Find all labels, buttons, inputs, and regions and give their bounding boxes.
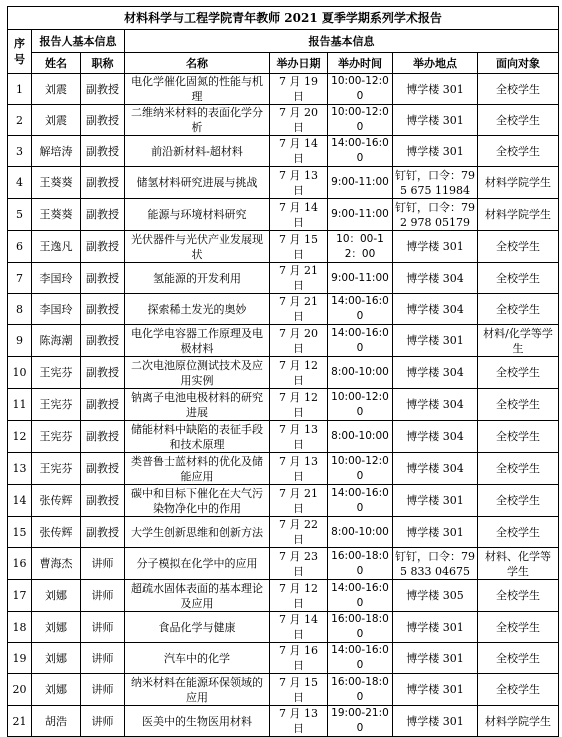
cell-topic: 食品化学与健康 <box>125 612 270 643</box>
header-date: 举办日期 <box>270 53 328 74</box>
cell-place: 博学楼 301 <box>393 517 478 548</box>
cell-seq: 11 <box>8 389 32 421</box>
cell-topic: 分子模拟在化学中的应用 <box>125 548 270 580</box>
cell-name: 王逸凡 <box>32 231 81 263</box>
cell-place: 钉钉，口令：795 675 11984 <box>393 167 478 199</box>
cell-rank: 讲师 <box>81 643 125 674</box>
cell-time: 10:00-12:00 <box>328 453 393 485</box>
cell-date: 7 月 14 日 <box>270 612 328 643</box>
cell-date: 7 月 13 日 <box>270 453 328 485</box>
cell-place: 博学楼 304 <box>393 357 478 389</box>
table-row <box>8 199 559 231</box>
cell-date: 7 月 13 日 <box>270 167 328 199</box>
cell-time: 8:00-10:00 <box>328 357 393 389</box>
cell-audience: 全校学生 <box>478 517 559 548</box>
cell-rank: 副教授 <box>81 485 125 517</box>
cell-audience: 材料学院学生 <box>478 199 559 231</box>
table-row <box>8 706 559 737</box>
cell-topic: 储能材料中缺陷的表征手段和技术原理 <box>125 421 270 453</box>
cell-audience: 材料学院学生 <box>478 167 559 199</box>
cell-rank: 讲师 <box>81 674 125 706</box>
cell-audience: 全校学生 <box>478 389 559 421</box>
cell-rank: 副教授 <box>81 105 125 136</box>
cell-seq: 21 <box>8 706 32 737</box>
cell-rank: 副教授 <box>81 325 125 357</box>
cell-date: 7 月 21 日 <box>270 263 328 294</box>
cell-time: 9:00-11:00 <box>328 167 393 199</box>
cell-name: 刘震 <box>32 74 81 105</box>
cell-time: 14:00-16:00 <box>328 580 393 612</box>
cell-seq: 7 <box>8 263 32 294</box>
cell-place: 博学楼 301 <box>393 325 478 357</box>
cell-topic: 光伏器件与光伏产业发展现状 <box>125 231 270 263</box>
header-name: 姓名 <box>32 53 81 74</box>
cell-rank: 副教授 <box>81 74 125 105</box>
cell-name: 刘娜 <box>32 580 81 612</box>
table-row <box>8 548 559 580</box>
cell-name: 刘娜 <box>32 674 81 706</box>
table-row <box>8 74 559 105</box>
cell-date: 7 月 14 日 <box>270 136 328 167</box>
cell-seq: 14 <box>8 485 32 517</box>
cell-topic: 探索稀土发光的奥妙 <box>125 294 270 325</box>
cell-name: 李国玲 <box>32 294 81 325</box>
cell-seq: 13 <box>8 453 32 485</box>
cell-rank: 副教授 <box>81 294 125 325</box>
cell-date: 7 月 13 日 <box>270 421 328 453</box>
cell-place: 钉钉，口令：792 978 05179 <box>393 199 478 231</box>
cell-rank: 讲师 <box>81 580 125 612</box>
cell-place: 博学楼 301 <box>393 674 478 706</box>
cell-topic: 氢能源的开发利用 <box>125 263 270 294</box>
cell-place: 博学楼 301 <box>393 105 478 136</box>
cell-rank: 讲师 <box>81 548 125 580</box>
cell-topic: 类普鲁士蓝材料的优化及储能应用 <box>125 453 270 485</box>
table-row <box>8 612 559 643</box>
cell-time: 10：00-12：00 <box>328 231 393 263</box>
cell-time: 14:00-16:00 <box>328 294 393 325</box>
cell-date: 7 月 12 日 <box>270 357 328 389</box>
cell-date: 7 月 14 日 <box>270 199 328 231</box>
cell-audience: 材料、化学等学生 <box>478 548 559 580</box>
cell-seq: 9 <box>8 325 32 357</box>
cell-name: 李国玲 <box>32 263 81 294</box>
cell-place: 博学楼 305 <box>393 580 478 612</box>
cell-date: 7 月 22 日 <box>270 517 328 548</box>
cell-date: 7 月 19 日 <box>270 74 328 105</box>
cell-seq: 3 <box>8 136 32 167</box>
cell-seq: 17 <box>8 580 32 612</box>
cell-place: 钉钉，口令：795 833 04675 <box>393 548 478 580</box>
cell-topic: 能源与环境材料研究 <box>125 199 270 231</box>
cell-audience: 全校学生 <box>478 643 559 674</box>
cell-time: 10:00-12:00 <box>328 105 393 136</box>
cell-seq: 10 <box>8 357 32 389</box>
table-row <box>8 643 559 674</box>
cell-seq: 1 <box>8 74 32 105</box>
cell-time: 16:00-18:00 <box>328 674 393 706</box>
cell-name: 胡浩 <box>32 706 81 737</box>
cell-place: 博学楼 304 <box>393 389 478 421</box>
cell-audience: 全校学生 <box>478 105 559 136</box>
cell-rank: 讲师 <box>81 612 125 643</box>
cell-place: 博学楼 301 <box>393 706 478 737</box>
cell-date: 7 月 12 日 <box>270 580 328 612</box>
cell-topic: 医美中的生物医用材料 <box>125 706 270 737</box>
cell-date: 7 月 21 日 <box>270 294 328 325</box>
cell-topic: 汽车中的化学 <box>125 643 270 674</box>
cell-place: 博学楼 301 <box>393 136 478 167</box>
cell-audience: 全校学生 <box>478 453 559 485</box>
header-topic: 名称 <box>125 53 270 74</box>
cell-seq: 20 <box>8 674 32 706</box>
header-reporter-group: 报告人基本信息 <box>32 30 125 53</box>
table-row <box>8 674 559 706</box>
table-row <box>8 294 559 325</box>
cell-seq: 15 <box>8 517 32 548</box>
cell-seq: 12 <box>8 421 32 453</box>
cell-rank: 副教授 <box>81 167 125 199</box>
cell-seq: 19 <box>8 643 32 674</box>
cell-time: 10:00-12:00 <box>328 389 393 421</box>
cell-topic: 超疏水固体表面的基本理论及应用 <box>125 580 270 612</box>
cell-time: 16:00-18:00 <box>328 612 393 643</box>
report-table <box>7 6 559 737</box>
cell-topic: 电化学催化固氮的性能与机理 <box>125 74 270 105</box>
table-row <box>8 453 559 485</box>
cell-time: 8:00-10:00 <box>328 517 393 548</box>
table-row <box>8 580 559 612</box>
cell-place: 博学楼 304 <box>393 453 478 485</box>
cell-time: 16:00-18:00 <box>328 548 393 580</box>
cell-place: 博学楼 304 <box>393 421 478 453</box>
cell-time: 9:00-11:00 <box>328 263 393 294</box>
table-title: 材料科学与工程学院青年教师 2021 夏季学期系列学术报告 <box>8 7 559 30</box>
cell-audience: 全校学生 <box>478 485 559 517</box>
cell-seq: 16 <box>8 548 32 580</box>
cell-topic: 钠离子电池电极材料的研究进展 <box>125 389 270 421</box>
cell-place: 博学楼 301 <box>393 612 478 643</box>
table-row <box>8 389 559 421</box>
table-row <box>8 485 559 517</box>
cell-date: 7 月 12 日 <box>270 389 328 421</box>
cell-time: 10:00-12:00 <box>328 74 393 105</box>
cell-time: 9:00-11:00 <box>328 199 393 231</box>
cell-seq: 2 <box>8 105 32 136</box>
cell-time: 14:00-16:00 <box>328 643 393 674</box>
cell-place: 博学楼 304 <box>393 294 478 325</box>
cell-topic: 纳米材料在能源环保领域的应用 <box>125 674 270 706</box>
cell-date: 7 月 21 日 <box>270 485 328 517</box>
cell-date: 7 月 15 日 <box>270 674 328 706</box>
cell-name: 王宪芬 <box>32 357 81 389</box>
cell-name: 王葵葵 <box>32 199 81 231</box>
cell-name: 陈海潮 <box>32 325 81 357</box>
cell-audience: 全校学生 <box>478 612 559 643</box>
header-report-group: 报告基本信息 <box>125 30 559 53</box>
table-row <box>8 325 559 357</box>
cell-rank: 讲师 <box>81 706 125 737</box>
header-audience: 面向对象 <box>478 53 559 74</box>
table-row <box>8 167 559 199</box>
cell-time: 14:00-16:00 <box>328 136 393 167</box>
table-row <box>8 263 559 294</box>
cell-time: 14:00-16:00 <box>328 325 393 357</box>
table-row <box>8 231 559 263</box>
cell-audience: 材料学院学生 <box>478 706 559 737</box>
cell-time: 8:00-10:00 <box>328 421 393 453</box>
cell-date: 7 月 16 日 <box>270 643 328 674</box>
cell-audience: 全校学生 <box>478 231 559 263</box>
table-row <box>8 517 559 548</box>
header-seq: 序号 <box>8 30 32 74</box>
cell-audience: 全校学生 <box>478 294 559 325</box>
cell-date: 7 月 13 日 <box>270 706 328 737</box>
cell-topic: 二次电池原位测试技术及应用实例 <box>125 357 270 389</box>
cell-topic: 二维纳米材料的表面化学分析 <box>125 105 270 136</box>
cell-time: 14:00-16:00 <box>328 485 393 517</box>
cell-rank: 副教授 <box>81 421 125 453</box>
cell-rank: 副教授 <box>81 263 125 294</box>
table-row <box>8 357 559 389</box>
cell-name: 刘娜 <box>32 643 81 674</box>
cell-date: 7 月 15 日 <box>270 231 328 263</box>
cell-rank: 副教授 <box>81 199 125 231</box>
cell-name: 王宪芬 <box>32 453 81 485</box>
cell-place: 博学楼 301 <box>393 231 478 263</box>
cell-date: 7 月 20 日 <box>270 325 328 357</box>
cell-name: 王宪芬 <box>32 421 81 453</box>
cell-seq: 5 <box>8 199 32 231</box>
cell-rank: 副教授 <box>81 517 125 548</box>
cell-seq: 8 <box>8 294 32 325</box>
cell-name: 张传辉 <box>32 485 81 517</box>
cell-audience: 全校学生 <box>478 674 559 706</box>
cell-date: 7 月 20 日 <box>270 105 328 136</box>
table-row <box>8 136 559 167</box>
cell-topic: 碳中和目标下催化在大气污染物净化中的作用 <box>125 485 270 517</box>
cell-name: 曹海杰 <box>32 548 81 580</box>
table-body <box>8 74 559 737</box>
cell-place: 博学楼 304 <box>393 263 478 294</box>
table-row <box>8 105 559 136</box>
cell-place: 博学楼 301 <box>393 485 478 517</box>
cell-seq: 18 <box>8 612 32 643</box>
cell-rank: 副教授 <box>81 231 125 263</box>
header-rank: 职称 <box>81 53 125 74</box>
cell-audience: 材料/化学等学生 <box>478 325 559 357</box>
cell-audience: 全校学生 <box>478 74 559 105</box>
cell-seq: 6 <box>8 231 32 263</box>
cell-topic: 储氢材料研究进展与挑战 <box>125 167 270 199</box>
cell-rank: 副教授 <box>81 136 125 167</box>
cell-audience: 全校学生 <box>478 263 559 294</box>
cell-topic: 电化学电容器工作原理及电极材料 <box>125 325 270 357</box>
cell-topic: 前沿新材料-超材料 <box>125 136 270 167</box>
cell-time: 19:00-21:00 <box>328 706 393 737</box>
cell-name: 王宪芬 <box>32 389 81 421</box>
cell-date: 7 月 23 日 <box>270 548 328 580</box>
cell-place: 博学楼 301 <box>393 74 478 105</box>
cell-seq: 4 <box>8 167 32 199</box>
cell-audience: 全校学生 <box>478 580 559 612</box>
cell-rank: 副教授 <box>81 357 125 389</box>
cell-name: 王葵葵 <box>32 167 81 199</box>
cell-topic: 大学生创新思维和创新方法 <box>125 517 270 548</box>
cell-name: 张传辉 <box>32 517 81 548</box>
cell-rank: 副教授 <box>81 453 125 485</box>
cell-audience: 全校学生 <box>478 357 559 389</box>
cell-name: 解培涛 <box>32 136 81 167</box>
table-row <box>8 421 559 453</box>
cell-place: 博学楼 301 <box>393 643 478 674</box>
cell-rank: 副教授 <box>81 389 125 421</box>
header-place: 举办地点 <box>393 53 478 74</box>
cell-audience: 全校学生 <box>478 421 559 453</box>
header-time: 举办时间 <box>328 53 393 74</box>
cell-name: 刘娜 <box>32 612 81 643</box>
cell-name: 刘震 <box>32 105 81 136</box>
cell-audience: 全校学生 <box>478 136 559 167</box>
